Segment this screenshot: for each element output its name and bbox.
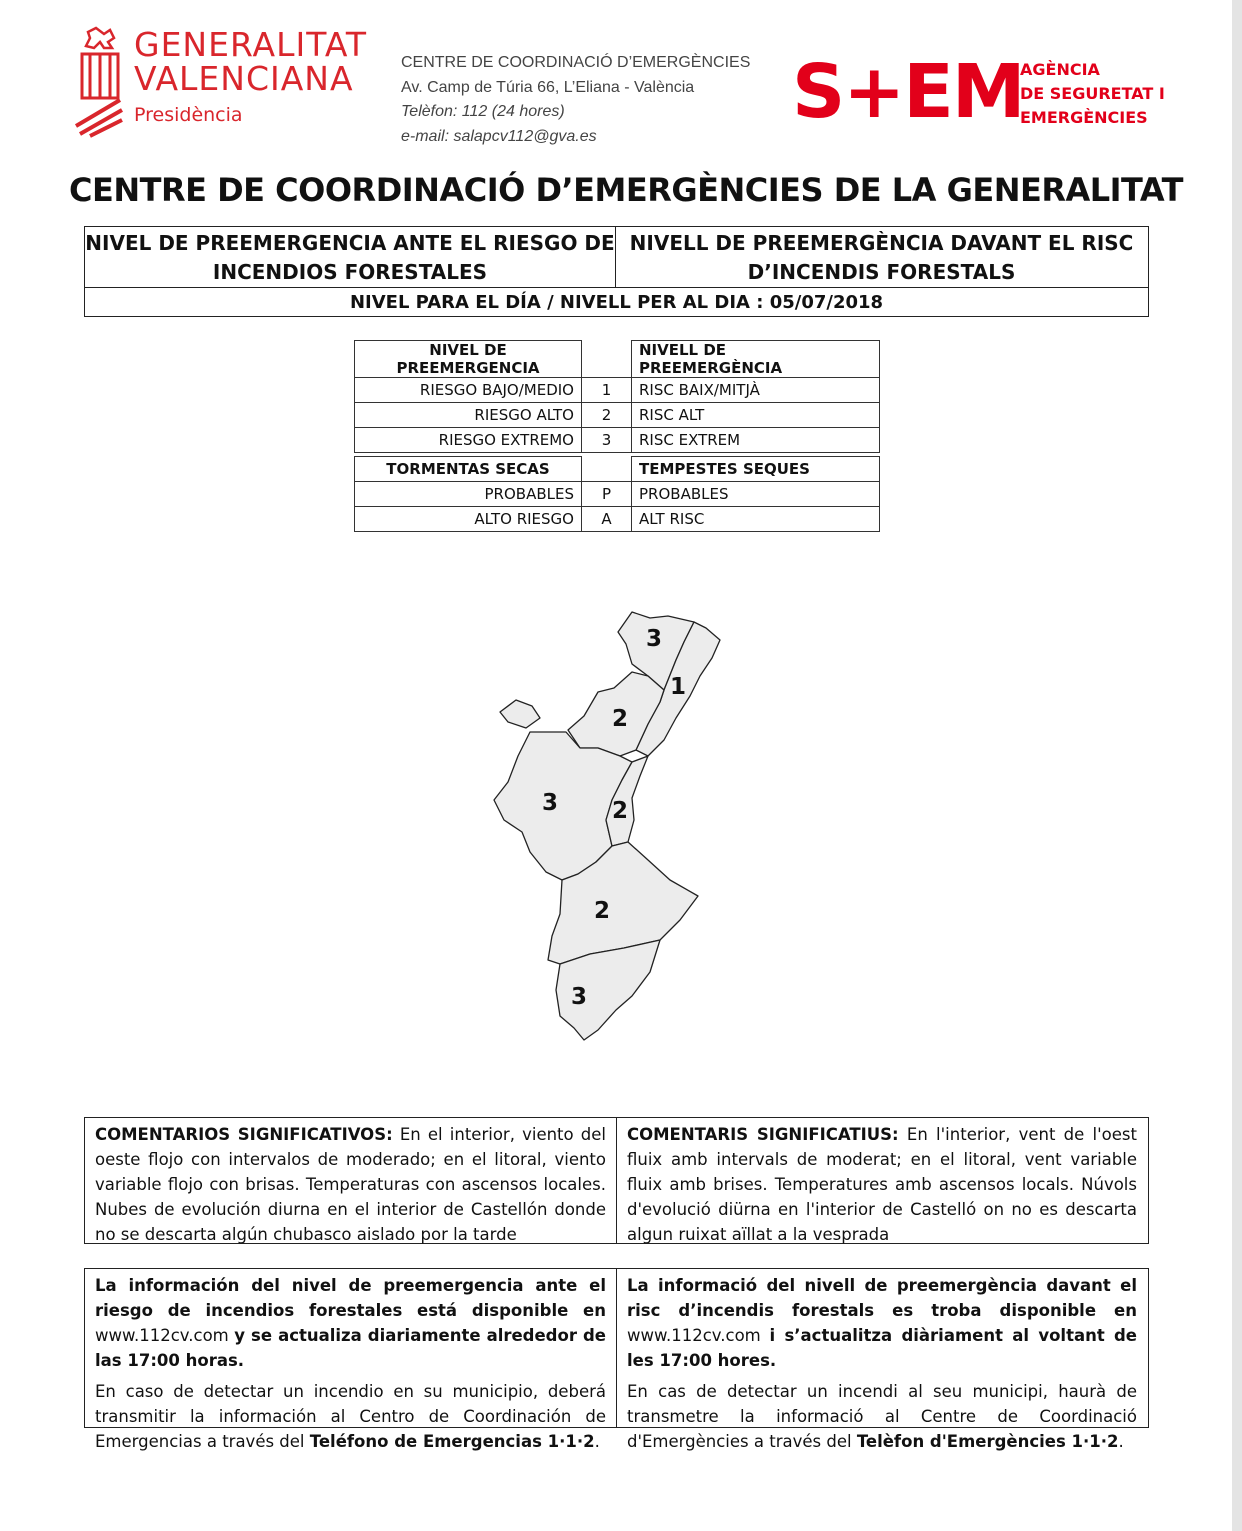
level-title-va-line1: NIVELL DE PREEMERGÈNCIA DAVANT EL RISC [629,231,1134,255]
legend-row-va: RISC EXTREM [632,428,880,453]
legend-row-code: 3 [582,428,632,453]
legend-row-es: PROBABLES [355,482,582,507]
level-title-va [616,227,1147,287]
info-es-link[interactable]: www.112cv.com [95,1326,235,1345]
map-zone-islet[interactable] [500,700,540,728]
map-label-castellon-coast: 1 [670,674,687,700]
generalitat-valenciana-logo [74,26,374,148]
legend-row [355,482,880,507]
map-label-valencia-interior: 3 [542,790,559,816]
level-title-es-line2: INCENDIOS FORESTALES [212,260,488,284]
map-label-valencia-coast: 2 [612,798,629,824]
info-va-link[interactable]: www.112cv.com [627,1326,770,1345]
legend-row-va: ALT RISC [632,507,880,532]
legend-header-va: TEMPESTES SEQUES [632,457,880,482]
legend-header-es: TORMENTAS SECAS [355,457,582,482]
legend-header-row [355,457,880,482]
comments-es-label: COMENTARIOS SIGNIFICATIVOS: [95,1125,393,1144]
map-label-castellon-south-interior: 2 [612,706,629,732]
contact-email[interactable]: e-mail: salapcv112@gva.es [401,127,597,145]
comments-es [85,1118,617,1243]
info-va-bold2: i s’actualitza diàriament al voltant de les 17:00 hores. [627,1326,1138,1370]
sem-agency-name [1020,58,1165,130]
map-label-valencia-south: 2 [594,898,611,924]
level-title-es [85,227,616,287]
info-es-p2-text: En caso de detectar un incendio en su municipio, deberá transmitir la información al Centro de Coordinación de Emergencias a través del [95,1382,606,1451]
legend-header-code [582,457,632,482]
gva-name-line2: VALENCIANA [134,59,354,98]
info-es [85,1269,617,1451]
legend-row-code: A [582,507,632,532]
level-title-es-line1: NIVEL DE PREEMERGENCIA ANTE EL RIESGO DE [85,231,615,255]
info-va-phone: Telèfon d'Emergències 1·1·2 [856,1432,1119,1451]
comments-box [84,1117,1149,1244]
info-box [84,1268,1149,1451]
legend-storms-table [354,456,880,532]
info-va-p2-end: . [1118,1432,1124,1451]
info-es-bold1: La información del nivel de preemergencia ante el riesgo de incendios forestales está disponible en [95,1276,606,1320]
gva-name-line1: GENERALITAT [134,25,368,64]
info-es-phone: Teléfono de Emergencias 1·1·2 [309,1432,595,1451]
legend-row-code: 1 [582,378,632,403]
legend-row-es: RIESGO ALTO [355,403,582,428]
legend-row-es: ALTO RIESGO [355,507,582,532]
legend-header-es: NIVEL DE PREEMERGENCIA [355,341,582,378]
legend-header-code [582,341,632,378]
map-label-castellon-north-interior: 3 [646,626,663,652]
gva-department: Presidència [134,104,243,126]
level-header-box [84,226,1149,317]
legend-row [355,378,880,403]
legend-row [355,403,880,428]
info-va [617,1269,1147,1451]
level-date: NIVEL PARA EL DÍA / NIVELL PER AL DIA : 05/07/2018 [85,287,1148,317]
legend-row-va: RISC BAIX/MITJÀ [632,378,880,403]
comments-va-text: En l'interior, vent de l'oest fluix amb intervals de moderat; en el litoral, vent variable fluix amb brises. Temperatures amb ascensos locals. Núvols d'evolució diürna en l'interior de Castelló on no es descarta algun ruixat aïllat a la vesprada [627,1125,1137,1244]
contact-info [401,51,750,149]
legend-row-es: RIESGO EXTREMO [355,428,582,453]
risk-zone-map [480,600,740,1050]
page-title: CENTRE DE COORDINACIÓ D’EMERGÈNCIES DE LA GENERALITAT [69,171,1183,209]
map-label-alicante: 3 [571,984,588,1010]
legend-row [355,428,880,453]
info-es-p2 [95,1379,606,1454]
legend-levels-table [354,340,880,453]
info-va-bold1: La informació del nivell de preemergència davant el risc d’incendis forestals es troba disponible en [627,1276,1137,1320]
sem-line2: DE SEGURETAT I [1020,84,1165,103]
info-es-p2-end: . [594,1432,600,1451]
legend-row-code: P [582,482,632,507]
legend-row-va: RISC ALT [632,403,880,428]
comments-es-text: En el interior, viento del oeste flojo con intervalos de moderado; en el litoral, viento variable flojo con brisas. Temperaturas con ascensos locales. Nubes de evolución diurna en el interior de Castellón donde no se descarta algún chubasco aislado por la tarde [95,1125,606,1244]
comments-va-label: COMENTARIS SIGNIFICATIUS: [627,1125,899,1144]
info-es-p1 [95,1276,606,1370]
sem-agency-logo [792,49,1172,135]
info-va-p2 [627,1379,1137,1454]
level-title-va-line2: D’INCENDIS FORESTALS [747,260,1016,284]
info-va-p1 [627,1276,1137,1370]
contact-address: Av. Camp de Túria 66, L’Eliana - València [401,78,695,96]
comments-va [617,1118,1147,1243]
coat-of-arms-icon [74,26,126,138]
sem-line1: AGÈNCIA [1020,60,1100,79]
contact-centre: CENTRE DE COORDINACIÓ D’EMERGÈNCIES [401,54,751,71]
contact-phone: Telèfon: 112 (24 hores) [401,103,565,120]
legend-header-row [355,341,880,378]
legend-row [355,507,880,532]
sem-mark: S+EM [792,49,1024,135]
legend-row-code: 2 [582,403,632,428]
legend-row-es: RIESGO BAJO/MEDIO [355,378,582,403]
sem-line3: EMERGÈNCIES [1020,108,1148,127]
legend-header-va: NIVELL DE PREEMERGÈNCIA [632,341,880,378]
page-edge [1232,0,1242,1531]
info-va-p2-text: En cas de detectar un incendi al seu municipi, haurà de transmetre la informació al Centre de Coordinació d'Emergències a través del [627,1382,1137,1451]
info-es-bold2: y se actualiza diariamente alrededor de las 17:00 horas. [95,1326,606,1370]
legend-row-va: PROBABLES [632,482,880,507]
